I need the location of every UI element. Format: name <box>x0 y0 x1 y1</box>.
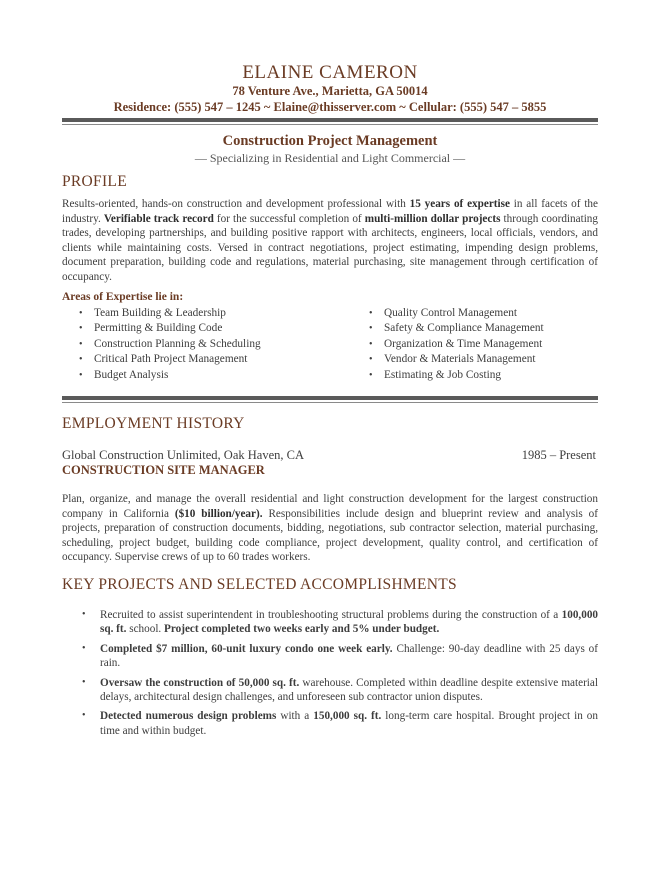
expertise-item-label: Organization & Time Management <box>384 337 543 350</box>
profile-summary <box>62 197 598 285</box>
accomplishment-item <box>78 642 598 671</box>
expertise-item-label: Budget Analysis <box>94 368 169 381</box>
job-dates: 1985 – Present <box>521 448 596 462</box>
expertise-item <box>76 321 326 336</box>
expertise-item <box>366 352 606 367</box>
body-text: in all facets of the industry. <box>62 198 598 225</box>
emphasis-text: Verifiable track record <box>103 212 214 225</box>
expertise-item-label: Permitting & Building Code <box>94 322 223 335</box>
job-description <box>62 492 598 565</box>
body-text: long-term care hospital. Brought project in on time and within budget. <box>100 710 598 737</box>
emphasis-text: Completed $7 million, 60-unit luxury condo one week early. <box>100 642 393 655</box>
emphasis-text: 15 years of expertise <box>409 198 510 210</box>
emphasis-text: ($10 billion/year). <box>174 507 263 520</box>
areas-of-expertise-label: Areas of Expertise lie in: <box>62 291 184 303</box>
expertise-item <box>366 368 606 383</box>
bullet-icon: • <box>369 354 373 366</box>
expertise-item-label: Safety & Compliance Management <box>384 322 544 335</box>
bullet-icon: • <box>79 369 83 381</box>
emphasis-text: multi-million dollar projects <box>364 212 501 225</box>
bullet-icon: • <box>82 676 86 688</box>
profile-divider <box>62 396 598 400</box>
body-text: Challenge: 90-day deadline with 25 days of rain. <box>100 642 599 670</box>
emphasis-text: 150,000 sq. ft. <box>313 710 382 723</box>
candidate-name: ELAINE CAMERON <box>242 62 418 83</box>
expertise-item <box>76 306 326 321</box>
expertise-item-label: Vendor & Materials Management <box>384 353 536 366</box>
emphasis-text: Oversaw the construction of 50,000 sq. ft. <box>100 676 300 689</box>
body-text: Plan, organize, and manage the overall residential and light construction development for the largest construction company in California <box>62 493 598 520</box>
job-company: Global Construction Unlimited, Oak Haven, CA <box>62 448 304 462</box>
address-line: 78 Venture Ave., Marietta, GA 50014 <box>232 84 428 98</box>
expertise-item <box>76 337 326 352</box>
expertise-item <box>366 306 606 321</box>
expertise-item-label: Construction Planning & Scheduling <box>94 337 261 350</box>
expertise-item-label: Critical Path Project Management <box>94 353 248 366</box>
focus-subtitle: — Specializing in Residential and Light Commercial — <box>194 151 466 165</box>
bullet-icon: • <box>79 354 83 366</box>
expertise-item-label: Estimating & Job Costing <box>384 368 502 381</box>
expertise-list-right <box>366 306 606 383</box>
body-text: warehouse. Completed within deadline despite extensive material delays, architectural design challenges, and unforeseen sub contractor union disputes. <box>100 676 598 704</box>
bullet-icon: • <box>369 323 373 335</box>
contact-line: Residence: (555) 547 – 1245 ~ Elaine@thisserver.com ~ Cellular: (555) 547 – 5855 <box>113 100 547 114</box>
accomplishment-item <box>78 709 598 738</box>
accomplishment-item <box>78 608 598 637</box>
profile-divider-thin <box>62 402 598 403</box>
job-title: CONSTRUCTION SITE MANAGER <box>62 463 265 477</box>
employment-heading: EMPLOYMENT HISTORY <box>62 415 245 432</box>
profile-heading: PROFILE <box>62 173 127 190</box>
emphasis-text: Project completed two weeks early and 5% under budget. <box>164 623 440 636</box>
bullet-icon: • <box>82 710 86 722</box>
bullet-icon: • <box>79 323 83 335</box>
expertise-item-label: Quality Control Management <box>384 307 518 319</box>
body-text: through coordinating trades, developing partnerships, and building positive rapport with architects, engineers, local officials, vendors, and clients while maintaining costs. Versed in contract negotiations, project estimating, impending design problems, document preparation, building code and regulations, material purchasing, site management through certification of occupancy. <box>62 212 598 283</box>
expertise-item <box>366 321 606 336</box>
bullet-icon: • <box>79 338 83 350</box>
bullet-icon: • <box>79 308 83 319</box>
body-text: Responsibilities include design and blueprint review and analysis of projects, preparation of construction documents, bidding, negotiations, sub contractor selection, material purchasing, scheduling, project budget, building code compliance, project development, quality control, and certification of occupancy. Supervise crews of up to 60 trades workers. <box>62 507 598 564</box>
emphasis-text: Detected numerous design problems <box>100 710 277 723</box>
body-text: for the successful completion of <box>213 212 365 225</box>
expertise-item <box>366 337 606 352</box>
emphasis-text: 100,000 sq. ft. <box>100 609 598 636</box>
expertise-list-left <box>76 306 326 383</box>
expertise-item <box>76 352 326 367</box>
body-text: with a <box>276 710 314 723</box>
accomplishments-list <box>78 608 598 743</box>
body-text: Recruited to assist superintendent in troubleshooting structural problems during the construction of a <box>100 609 562 621</box>
header-divider <box>62 118 598 122</box>
bullet-icon: • <box>369 369 373 381</box>
focus-title: Construction Project Management <box>222 133 438 149</box>
bullet-icon: • <box>369 338 373 350</box>
accomplishments-heading: KEY PROJECTS AND SELECTED ACCOMPLISHMENTS <box>62 576 457 593</box>
bullet-icon: • <box>82 642 86 654</box>
bullet-icon: • <box>369 308 373 319</box>
bullet-icon: • <box>82 609 86 620</box>
expertise-item-label: Team Building & Leadership <box>94 307 226 319</box>
accomplishment-item <box>78 676 598 705</box>
expertise-item <box>76 368 326 383</box>
body-text: school. <box>126 623 165 636</box>
body-text: Results-oriented, hands-on construction and development professional with <box>62 198 410 210</box>
header-divider-thin <box>62 124 598 125</box>
